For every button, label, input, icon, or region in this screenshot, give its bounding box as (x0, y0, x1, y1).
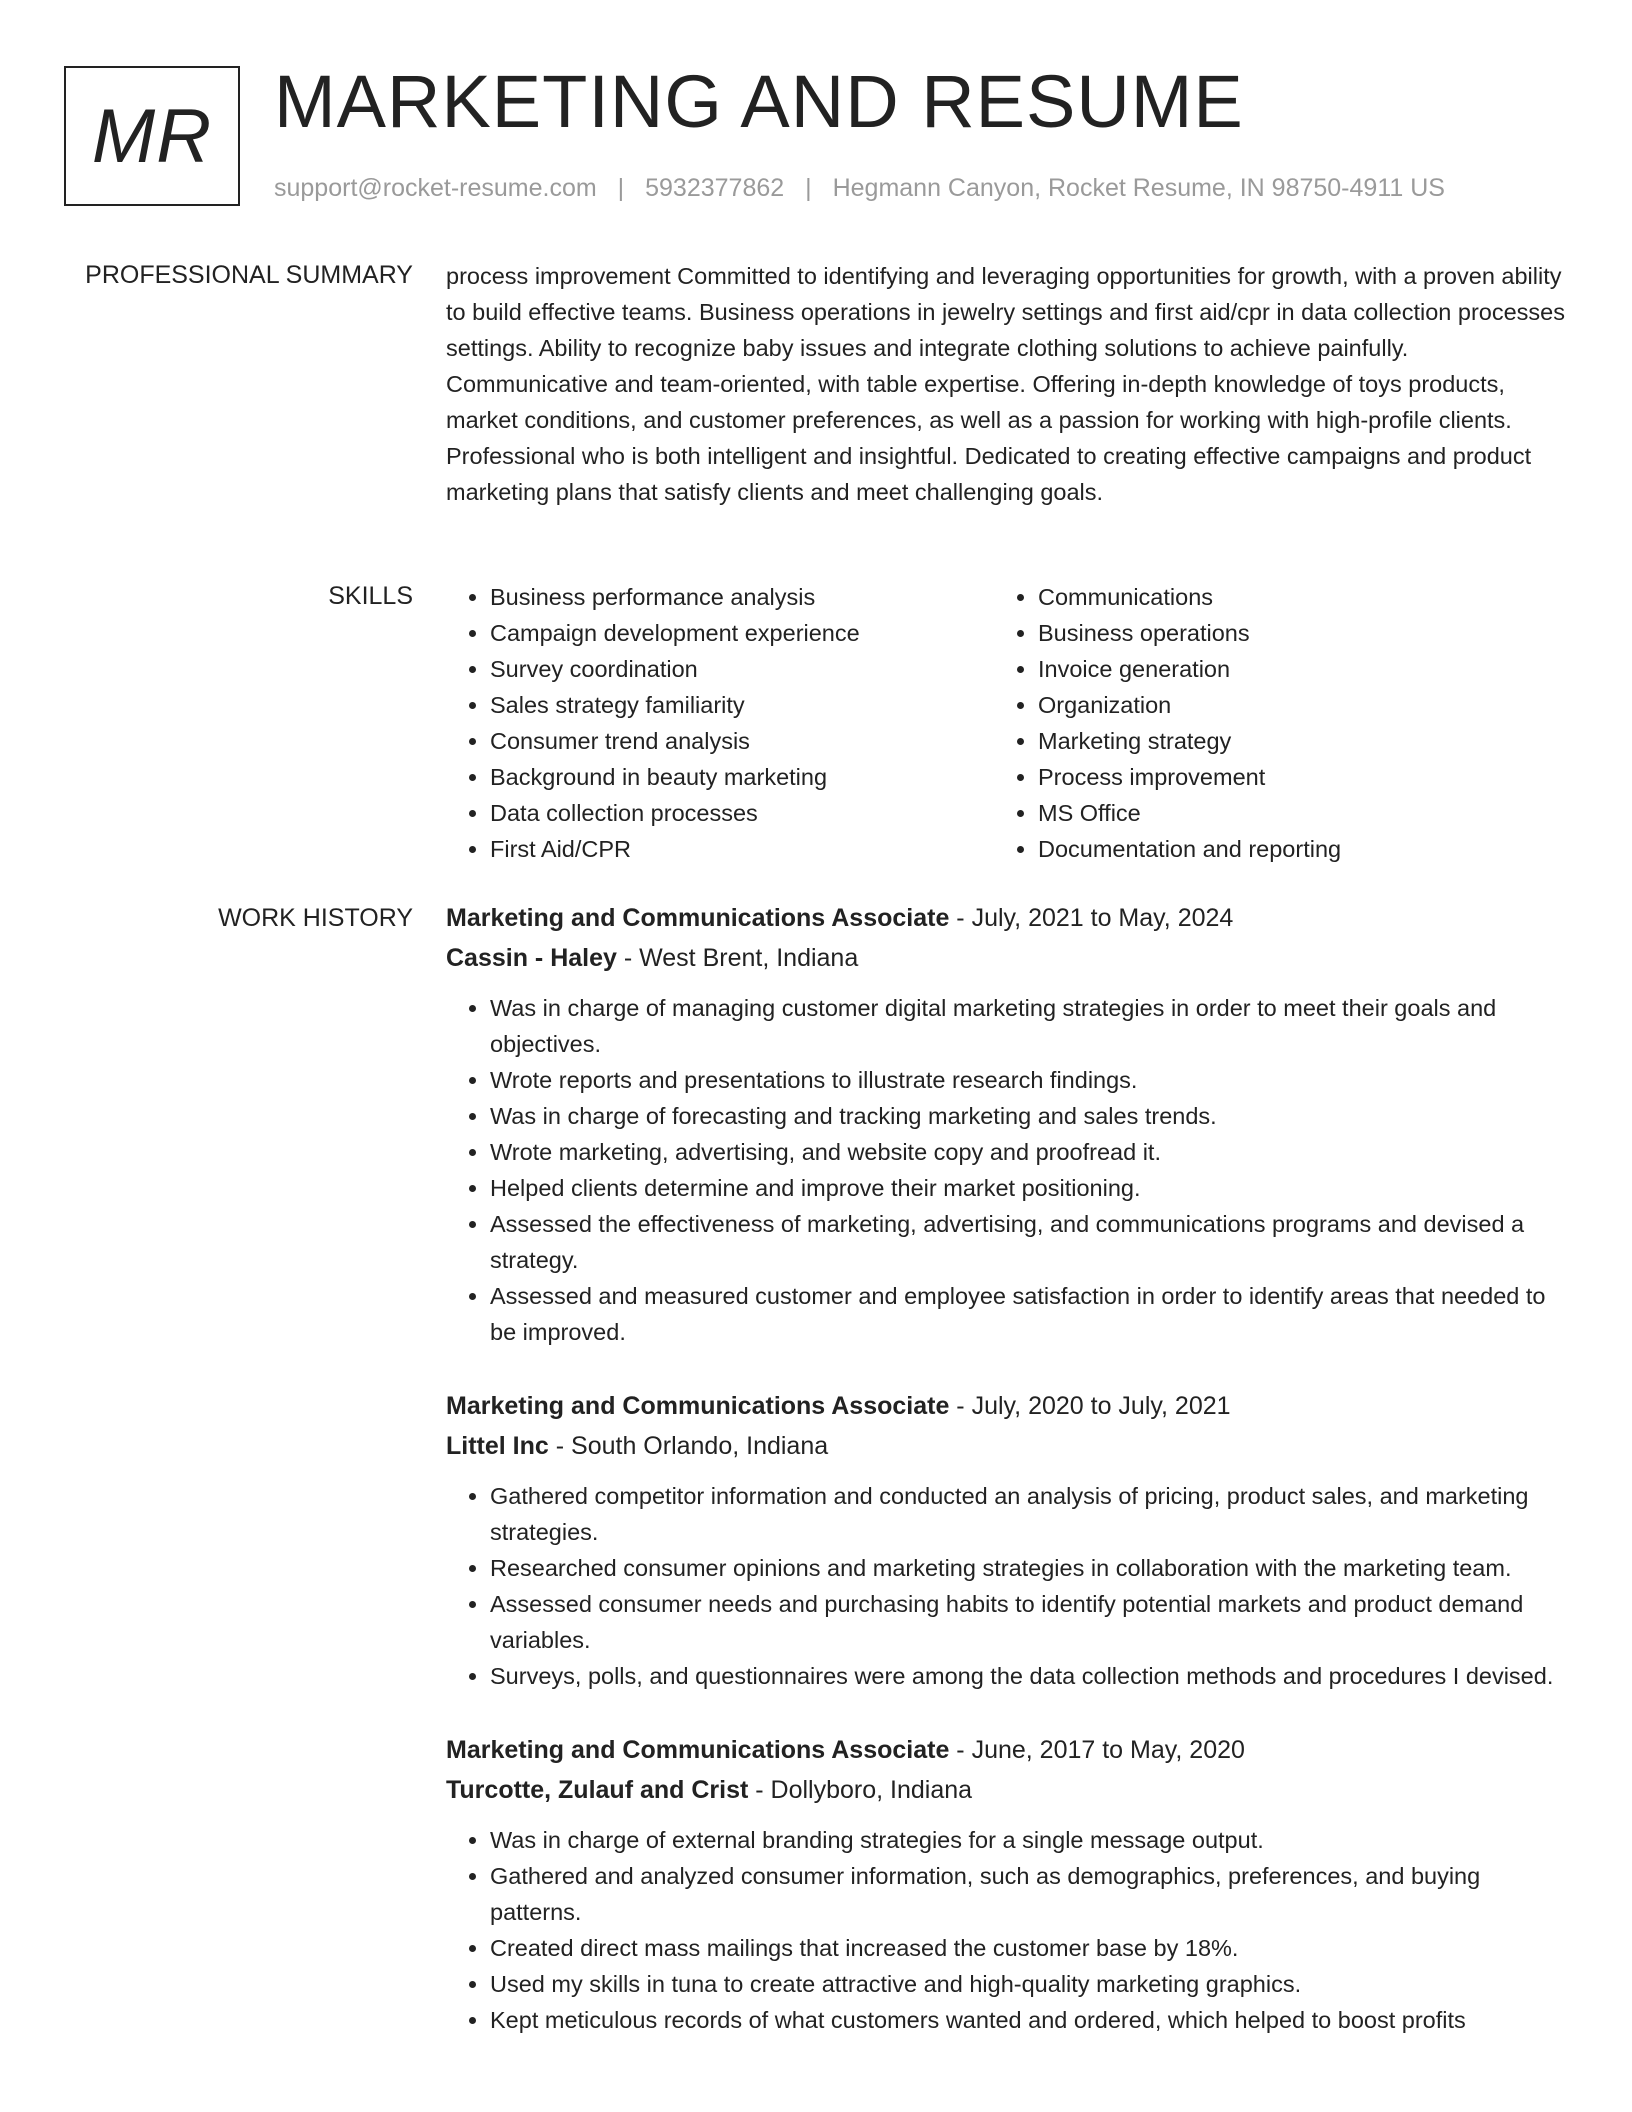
job-bullet: • Wrote marketing, advertising, and website copy and proofread it. (490, 1134, 1568, 1170)
job-bullet: • Assessed consumer needs and purchasing habits to identify potential markets and product demand variables. (490, 1586, 1568, 1658)
skills-list-left (446, 579, 994, 867)
skill-item: • Sales strategy familiarity (490, 687, 994, 723)
job-bullet: • Surveys, polls, and questionnaires were among the data collection methods and procedures I devised. (490, 1658, 1568, 1694)
job-company: Cassin - Haley (446, 944, 617, 972)
skill-item: • MS Office (1038, 795, 1542, 831)
skill-item: • Process improvement (1038, 759, 1542, 795)
job-title: Marketing and Communications Associate (446, 904, 950, 932)
resume-name: MARKETING AND RESUME (274, 60, 1244, 143)
contact-phone[interactable]: 5932377862 (645, 174, 785, 202)
job-title: Marketing and Communications Associate (446, 1736, 950, 1764)
summary-text: process improvement Committed to identifying and leveraging opportunities for growth, with a proven ability to build effective teams. Business operations in jewelry settings and first aid/cpr in data collection processes settings. Ability to recognize baby issues and integrate clothing solutions to achieve painfully. Communicative and team-oriented, with table expertise. Offering in-depth knowledge of toys products, market conditions, and customer preferences, as well as a passion for working with high-profile clients. Professional who is both intelligent and insightful. Dedicated to creating effective campaigns and product marketing plans that satisfy clients and meet challenging goals. (446, 263, 1566, 505)
job-location: - South Orlando, Indiana (548, 1432, 829, 1460)
job-bullet: • Researched consumer opinions and marketing strategies in collaboration with the marketing team. (490, 1550, 1568, 1586)
contact-separator: | (617, 174, 625, 202)
job-company-line (446, 1426, 1568, 1466)
skill-item: • Background in beauty marketing (490, 759, 994, 795)
summary-heading: PROFESSIONAL SUMMARY (85, 261, 413, 289)
skill-item: • Business operations (1038, 615, 1542, 651)
work-history-heading: WORK HISTORY (218, 904, 413, 932)
contact-separator: | (805, 174, 812, 202)
job-bullet: • Gathered and analyzed consumer information, such as demographics, preferences, and buying patterns. (490, 1858, 1568, 1930)
skills-heading: SKILLS (328, 582, 413, 610)
contact-line (274, 174, 1445, 203)
skill-item: • Campaign development experience (490, 615, 994, 651)
job-bullet: • Kept meticulous records of what customers wanted and ordered, which helped to boost profits (490, 2002, 1568, 2038)
skill-item: • Business performance analysis (490, 579, 994, 615)
skill-item: • Documentation and reporting (1038, 831, 1542, 867)
job-company: Turcotte, Zulauf and Crist (446, 1776, 749, 1804)
job-entry (446, 1386, 1568, 1694)
job-bullets (446, 990, 1568, 1350)
job-bullet: • Used my skills in tuna to create attractive and high-quality marketing graphics. (490, 1966, 1568, 2002)
job-title-line (446, 1730, 1568, 1770)
job-dates: - July, 2020 to July, 2021 (949, 1392, 1231, 1420)
skills-list-right (994, 579, 1542, 867)
skill-item: • Data collection processes (490, 795, 994, 831)
job-bullet: • Helped clients determine and improve their market positioning. (490, 1170, 1568, 1206)
job-bullet: • Was in charge of forecasting and tracking marketing and sales trends. (490, 1098, 1568, 1134)
job-bullet: • Assessed the effectiveness of marketing, advertising, and communications programs and devised a strategy. (490, 1206, 1568, 1278)
job-title-line (446, 898, 1568, 938)
job-entry (446, 1730, 1568, 2038)
skill-item: • Consumer trend analysis (490, 723, 994, 759)
job-location: - Dollyboro, Indiana (748, 1776, 973, 1804)
job-dates: - June, 2017 to May, 2020 (949, 1736, 1245, 1764)
resume-header (0, 0, 1632, 240)
skill-item: • Invoice generation (1038, 651, 1542, 687)
skill-item: • Communications (1038, 579, 1542, 615)
job-title-line (446, 1386, 1568, 1426)
job-bullets (446, 1822, 1568, 2038)
job-dates: - July, 2021 to May, 2024 (949, 904, 1234, 932)
skill-item: • First Aid/CPR (490, 831, 994, 867)
job-bullet: • Created direct mass mailings that increased the customer base by 18%. (490, 1930, 1568, 1966)
job-bullet: • Was in charge of external branding strategies for a single message output. (490, 1822, 1568, 1858)
skill-item: • Organization (1038, 687, 1542, 723)
job-bullet: • Assessed and measured customer and employee satisfaction in order to identify areas that needed to be improved. (490, 1278, 1568, 1350)
job-location: - West Brent, Indiana (616, 944, 859, 972)
monogram-badge: MR (64, 66, 240, 206)
job-company: Littel Inc (446, 1432, 549, 1460)
contact-address: Hegmann Canyon, Rocket Resume, IN 98750-4911 US (832, 174, 1445, 202)
job-title: Marketing and Communications Associate (446, 1392, 950, 1420)
job-company-line (446, 1770, 1568, 1810)
job-entry (446, 898, 1568, 1350)
job-bullets (446, 1478, 1568, 1694)
job-bullet: • Gathered competitor information and conducted an analysis of pricing, product sales, and marketing strategies. (490, 1478, 1568, 1550)
skill-item: • Marketing strategy (1038, 723, 1542, 759)
job-company-line (446, 938, 1568, 978)
job-bullet: • Was in charge of managing customer digital marketing strategies in order to meet their goals and objectives. (490, 990, 1568, 1062)
skill-item: • Survey coordination (490, 651, 994, 687)
contact-email[interactable]: support@rocket-resume.com (274, 174, 597, 202)
job-bullet: • Wrote reports and presentations to illustrate research findings. (490, 1062, 1568, 1098)
